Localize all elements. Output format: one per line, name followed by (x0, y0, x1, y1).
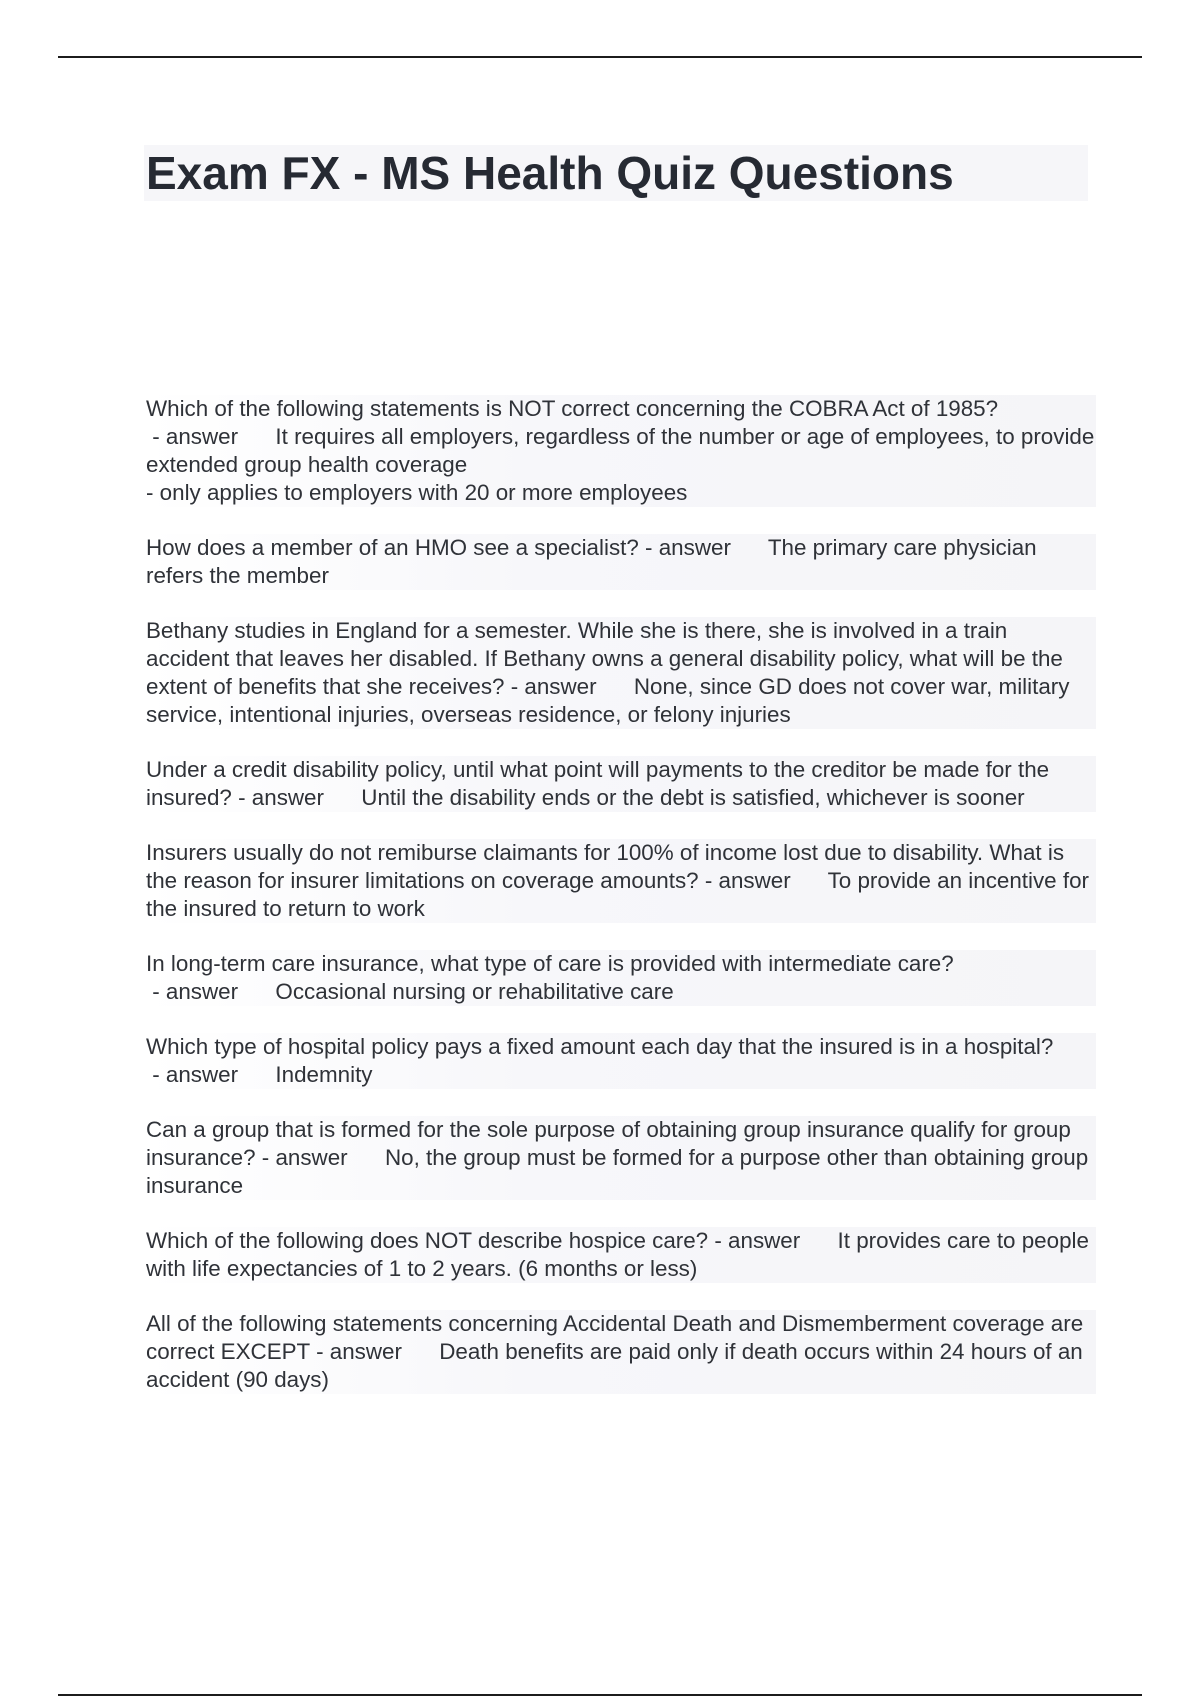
answer-separator: - answer (309, 1339, 440, 1364)
answer-text: It requires all employers, regardless of the number or age of employees, to provide extended group health coverage (146, 424, 1095, 477)
page-title: Exam FX - MS Health Quiz Questions (146, 147, 954, 199)
question-text: Can a group that is formed for the sole purpose of obtaining group insurance qualify for group insurance? (146, 1117, 1071, 1170)
answer-separator: - answer (231, 785, 362, 810)
answer-text: None, since GD does not cover war, military service, intentional injuries, overseas residence, or felony injuries (146, 674, 1070, 727)
qa-list (146, 395, 1096, 1421)
question-text: Under a credit disability policy, until what point will payments to the creditor be made for the insured? (146, 757, 1050, 810)
answer-separator: - answer (698, 868, 828, 893)
answer-separator: - answer (146, 424, 276, 449)
answer-text: Death benefits are paid only if death occurs within 24 hours of an accident (90 days) (146, 1339, 1083, 1392)
qa-item (146, 1033, 1096, 1089)
qa-item (146, 756, 1096, 812)
qa-item (146, 1116, 1096, 1200)
question-text: How does a member of an HMO see a specialist? (146, 535, 639, 560)
answer-text: No, the group must be formed for a purpose other than obtaining group insurance (146, 1145, 1089, 1198)
answer-separator: - answer (146, 1062, 276, 1087)
question-text: Bethany studies in England for a semester. While she is there, she is involved in a train accident that leaves her disabled. If Bethany owns a general disability policy, what will be the extent of benefits that she receives? (146, 618, 1063, 699)
answer-separator: - answer (255, 1145, 385, 1170)
answer-separator: - answer (504, 674, 634, 699)
answer-separator: - answer (638, 535, 768, 560)
answer-text: To provide an incentive for the insured to return to work (146, 868, 1089, 921)
question-text: Which type of hospital policy pays a fixed amount each day that the insured is in a hospital? (146, 1034, 1054, 1059)
qa-item (146, 839, 1096, 923)
qa-item (146, 534, 1096, 590)
answer-text: Occasional nursing or rehabilitative care (275, 979, 674, 1004)
question-text: All of the following statements concerning Accidental Death and Dismemberment coverage are correct EXCEPT (146, 1311, 1084, 1364)
qa-item (146, 1310, 1096, 1394)
answer-text: Indemnity (275, 1062, 373, 1087)
qa-item (146, 950, 1096, 1006)
answer-text: It provides care to people with life expectancies of 1 to 2 years. (6 months or less) (146, 1228, 1089, 1281)
question-text: Which of the following statements is NOT correct concerning the COBRA Act of 1985? (146, 396, 999, 421)
qa-item (146, 1227, 1096, 1283)
question-text: Insurers usually do not remiburse claimants for 100% of income lost due to disability. What is the reason for insurer limitations on coverage amounts? (146, 840, 1065, 893)
qa-item (146, 617, 1096, 729)
answer-note: - only applies to employers with 20 or more employees (146, 480, 688, 505)
bottom-rule (58, 1694, 1142, 1696)
qa-item (146, 395, 1096, 507)
answer-separator: - answer (708, 1228, 838, 1253)
answer-text: The primary care physician refers the member (146, 535, 1037, 588)
top-rule (58, 56, 1142, 58)
question-text: Which of the following does NOT describe hospice care? (146, 1228, 709, 1253)
question-text: In long-term care insurance, what type of care is provided with intermediate care? (146, 951, 954, 976)
answer-text: Until the disability ends or the debt is satisfied, whichever is sooner (361, 785, 1025, 810)
answer-separator: - answer (146, 979, 276, 1004)
